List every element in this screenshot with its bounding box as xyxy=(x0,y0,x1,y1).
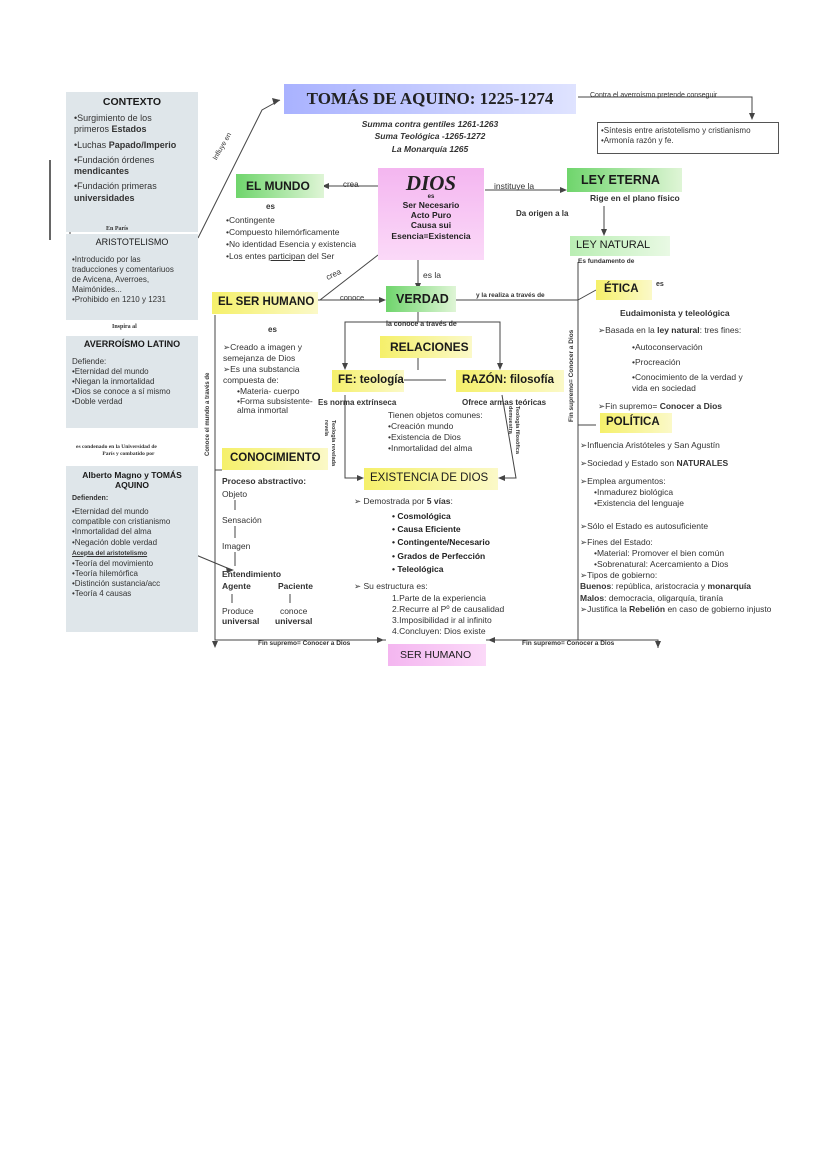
line: •Distinción sustancia/acc xyxy=(72,578,161,588)
ctx-item: •Fundación primeras xyxy=(74,181,157,192)
la-conoce-label: la conoce a través de xyxy=(386,321,457,328)
ser-humano-bottom-title: SER HUMANO xyxy=(400,649,472,661)
line: es condenado en la Universidad de xyxy=(76,444,157,450)
averroismo-box xyxy=(66,336,198,428)
line: Tienen objetos comunes: xyxy=(388,410,483,420)
line: ➢Emplea argumentos: xyxy=(580,476,666,487)
defienden-label: Defienden: xyxy=(72,495,109,502)
line: •Negación doble verdad xyxy=(72,537,158,547)
fe-title: FE: teología xyxy=(338,374,404,386)
dios-title: DIOS xyxy=(405,171,457,195)
line: 4.Concluyen: Dios existe xyxy=(392,626,486,637)
line: traducciones y comentariuos xyxy=(72,265,174,274)
via-item: Causa Eficiente xyxy=(397,524,461,535)
mundo-title: EL MUNDO xyxy=(246,179,310,193)
line: Causa sui xyxy=(410,220,452,231)
text-bold: NATURALES xyxy=(676,458,729,469)
text: : tres fines: xyxy=(699,325,742,335)
line: •Autoconservación xyxy=(632,342,703,352)
text-bold: Malos xyxy=(580,592,605,603)
line: ➢Influencia Aristóteles y San Agustín xyxy=(580,440,720,450)
line: Ser Necesario xyxy=(402,200,460,210)
relaciones-title: RELACIONES xyxy=(390,340,469,354)
text-bold: universal xyxy=(275,616,313,627)
ctx-item: •Luchas xyxy=(74,139,109,150)
ctx-item: •Surgimiento de los xyxy=(74,113,152,123)
text: ➢Fin supremo= xyxy=(598,401,660,411)
ley-eterna-box xyxy=(567,168,682,192)
page-title: TOMÁS DE AQUINO: 1225-1274 xyxy=(306,89,554,108)
line: de Avicena, Averroes, xyxy=(72,275,150,284)
work-item: Suma Teológica -1265-1272 xyxy=(374,131,486,142)
line: •Dios se conoce a sí mismo xyxy=(72,387,171,396)
line: •Material: Promover el bien común xyxy=(594,548,725,559)
line: Acto Puro xyxy=(410,210,452,221)
step-label: Entendimiento xyxy=(222,569,282,579)
work-item: La Monarquía 1265 xyxy=(391,143,469,154)
instituye-label: instituye la xyxy=(494,181,535,191)
aristotelismo-lines xyxy=(72,255,198,305)
contexto-box xyxy=(66,92,198,232)
line: •Inmortalidad del alma xyxy=(388,443,473,454)
ctx-item-bold: mendicantes xyxy=(74,166,130,176)
line: 1.Parte de la experiencia xyxy=(392,593,487,603)
text: : xyxy=(450,496,453,506)
influye-label: Influye en xyxy=(212,131,234,162)
conoce-universal-label xyxy=(275,606,312,626)
line: •Procreación xyxy=(632,357,681,368)
text-bold: Buenos xyxy=(580,581,612,592)
demostrada-label xyxy=(354,496,453,507)
politica-title: POLÍTICA xyxy=(606,416,660,428)
ley-eterna-title: LEY ETERNA xyxy=(581,173,660,187)
line: ➢Tipos de gobierno: xyxy=(580,570,658,581)
crea-label: crea xyxy=(343,180,359,189)
existencia-title: EXISTENCIA DE DIOS xyxy=(370,472,489,484)
existencia-box xyxy=(364,468,498,490)
proceso-label: Proceso abstractivo: xyxy=(222,476,307,486)
averroismo-heading: AVERROÍSMO LATINO xyxy=(83,339,181,349)
conocimiento-title: CONOCIMIENTO xyxy=(230,452,321,464)
text: : república, aristocracia y xyxy=(611,581,708,592)
line: •Compuesto hilemórficamente xyxy=(226,227,340,238)
line: semejanza de Dios xyxy=(223,353,296,364)
razon-box xyxy=(456,370,564,392)
teologia-filosofica-label xyxy=(507,406,520,454)
line: •Materia- cuerpo xyxy=(237,386,300,397)
realiza-label: y la realiza a través de xyxy=(476,292,545,299)
text-bold: Conocer a Dios xyxy=(659,401,723,411)
line: demuestra xyxy=(507,406,514,434)
line: Defiende: xyxy=(72,357,107,366)
verdad-title: VERDAD xyxy=(396,292,449,306)
produce-label xyxy=(222,606,259,626)
line: •Los entes xyxy=(226,251,269,262)
step-label: Sensación xyxy=(222,515,262,525)
line: •Conocimiento de la verdad y xyxy=(632,372,743,383)
etica-basada xyxy=(598,325,741,336)
fe-box xyxy=(332,370,404,392)
ley-eterna-sub: Rige en el plano físico xyxy=(590,193,680,203)
text: ➢Justifica la xyxy=(580,603,630,614)
alberto-heading: AQUINO xyxy=(115,480,149,490)
acepta-label: Acepta del aristotelismo xyxy=(72,549,148,557)
alberto-heading: Alberto Magno y TOMÁS xyxy=(82,470,182,480)
via-item: Teleológica xyxy=(397,563,444,574)
contexto-heading: CONTEXTO xyxy=(102,96,162,108)
line: Teología revelada xyxy=(330,420,336,467)
step-label: Objeto xyxy=(222,489,248,499)
inspira-label: Inspira al xyxy=(112,324,137,330)
text: en caso de gobierno injusto xyxy=(665,603,772,614)
line: ➢Sólo el Estado es autosuficiente xyxy=(580,521,709,532)
text-bold: Rebelión xyxy=(629,603,666,614)
vias-list: • Cosmológica • Causa Eficiente • Contingente/Necesario • Grados de Perfección • Teleológica xyxy=(392,511,490,574)
politica-list xyxy=(580,440,771,615)
via-item: Contingente/Necesario xyxy=(397,537,490,548)
text-bold: monarquía xyxy=(707,581,751,592)
norma-label: Es norma extrínseca xyxy=(318,398,397,407)
line: •Existencia del lenguaje xyxy=(594,498,684,509)
title-banner xyxy=(284,84,576,114)
line: •Creación mundo xyxy=(388,421,454,432)
ctx-item-bold: Estados xyxy=(111,124,147,135)
line: •Teoría hilemórfica xyxy=(72,568,138,578)
line: ➢Es una substancia xyxy=(223,364,300,375)
line: compuesta de: xyxy=(223,375,279,386)
crea2-label: crea xyxy=(324,267,343,282)
line: •Prohibido en 1210 y 1231 xyxy=(72,295,166,304)
line: revela xyxy=(323,420,330,436)
text-bold: universal xyxy=(222,616,260,627)
line: •Eternidad del mundo xyxy=(72,367,149,376)
ley-natural-sub: Es fundamento de xyxy=(578,258,635,265)
ser-humano-list xyxy=(223,342,313,415)
line: vida en sociedad xyxy=(632,383,696,394)
alberto-box xyxy=(66,466,198,632)
etica-supremo xyxy=(598,401,722,412)
mundo-box xyxy=(236,174,324,198)
contra-label: Contra el averroísmo pretende conseguir xyxy=(590,92,718,99)
text: conoce xyxy=(279,606,308,616)
pasos-list xyxy=(392,593,504,637)
via-item: Grados de Perfección xyxy=(397,550,486,561)
line: •Armonía razón y fe. xyxy=(601,136,674,145)
line: •Teoría 4 causas xyxy=(72,588,132,598)
line: •Teoría del movimiento xyxy=(72,558,154,568)
aristotelismo-box xyxy=(66,234,198,320)
ctx-item: primeros xyxy=(74,124,112,135)
line: •Eternidad del mundo xyxy=(72,506,149,516)
politica-box xyxy=(600,413,672,433)
line: •No identidad Esencia y existencia xyxy=(226,239,357,250)
line: •Inmortalidad del alma xyxy=(72,526,152,536)
text-bold: 5 vías xyxy=(426,496,451,506)
comunes-list xyxy=(388,410,483,454)
es-la-label: es la xyxy=(423,270,441,280)
mundo-es: es xyxy=(266,202,275,211)
fin-left-label: Fin supremo= Conocer a Dios xyxy=(258,640,351,647)
line: •Inmadurez biológica xyxy=(594,487,674,498)
fin-vertical-label: Fin supremo= Conocer a Dios xyxy=(568,329,575,422)
conocimiento-box xyxy=(222,448,328,470)
text: Produce xyxy=(222,606,254,616)
text: : democracia, oligarquía, tiranía xyxy=(604,592,724,603)
line: 2.Recurre al Pº de causalidad xyxy=(392,604,505,615)
line: alma inmortal xyxy=(237,405,289,416)
etica-title: ÉTICA xyxy=(604,283,639,295)
etica-sub: Eudaimonista y teleológica xyxy=(620,308,730,318)
line: •Doble verdad xyxy=(72,397,123,406)
text: ➢ Demostrada por xyxy=(354,496,427,506)
line: •Introducido por las xyxy=(72,255,141,264)
estructura-label: ➢ Su estructura es: xyxy=(354,581,428,591)
verdad-box xyxy=(386,286,456,312)
fin-right-label: Fin supremo= Conocer a Dios xyxy=(522,640,615,647)
text-bold: ley natural xyxy=(657,325,700,335)
ctx-item-bold: universidades xyxy=(74,192,135,203)
conoce-label: conoce xyxy=(340,293,365,302)
line-underlined: participan xyxy=(268,251,306,262)
agente-label: Agente xyxy=(222,581,251,591)
ser-humano-es: es xyxy=(268,325,277,334)
paciente-label: Paciente xyxy=(278,581,313,591)
line: ➢Creado a imagen y xyxy=(223,342,302,352)
contra-box xyxy=(597,122,779,154)
line: Teología filosófica xyxy=(514,406,520,454)
step-label: Imagen xyxy=(222,541,251,551)
ser-humano-box xyxy=(212,292,318,314)
ctx-item: •Fundación órdenes xyxy=(74,154,155,165)
text: ➢Basada en la xyxy=(598,325,658,335)
line: Maimónides... xyxy=(72,285,122,294)
ley-natural-box xyxy=(570,236,670,256)
line: Esencia=Existencia xyxy=(391,230,471,241)
line: del Ser xyxy=(305,251,335,262)
dios-es: es xyxy=(427,194,435,200)
da-origen-label: Da origen a la xyxy=(516,209,569,218)
relaciones-box xyxy=(380,336,472,358)
conoce-mundo-label: Conoce el mundo a través de xyxy=(205,372,211,456)
aristotelismo-heading: ARISTOTELISMO xyxy=(95,237,169,247)
ser-humano-bottom-box xyxy=(388,644,486,666)
line: •Existencia de Dios xyxy=(388,432,461,443)
line: ➢Fines del Estado: xyxy=(580,537,653,548)
etica-es: es xyxy=(656,281,664,288)
ser-humano-title: EL SER HUMANO xyxy=(218,296,315,308)
line: •Contingente xyxy=(226,215,275,225)
ley-natural-title: LEY NATURAL xyxy=(576,239,651,251)
condenado-label xyxy=(76,444,157,458)
line: París y combatido por xyxy=(102,450,155,457)
line: compatible con cristianismo xyxy=(72,516,171,526)
etica-fines xyxy=(632,342,743,394)
ctx-item-bold: Papado/Imperio xyxy=(108,139,177,150)
dios-box xyxy=(378,168,484,260)
fin-right-line xyxy=(486,262,578,640)
ofrece-label: Ofrece armas teóricas xyxy=(462,398,547,407)
en-paris-label: En París xyxy=(106,226,129,232)
razon-title: RAZÓN: filosofía xyxy=(462,374,554,386)
text: ➢Sociedad y Estado son xyxy=(580,458,677,469)
line: •Síntesis entre aristotelismo y cristianismo xyxy=(601,126,751,135)
line: •Forma subsistente- xyxy=(237,396,313,407)
mundo-list xyxy=(226,214,356,262)
via-item: Cosmológica xyxy=(397,511,451,521)
works-list xyxy=(330,118,530,155)
line: •Sobrenatural: Acercamiento a Dios xyxy=(594,559,729,570)
work-item: Summa contra gentiles 1261-1263 xyxy=(361,119,499,129)
line: 3.Imposibilidad ir al infinito xyxy=(392,615,492,626)
line: •Niegan la inmortalidad xyxy=(72,377,155,386)
etica-box xyxy=(596,280,652,300)
